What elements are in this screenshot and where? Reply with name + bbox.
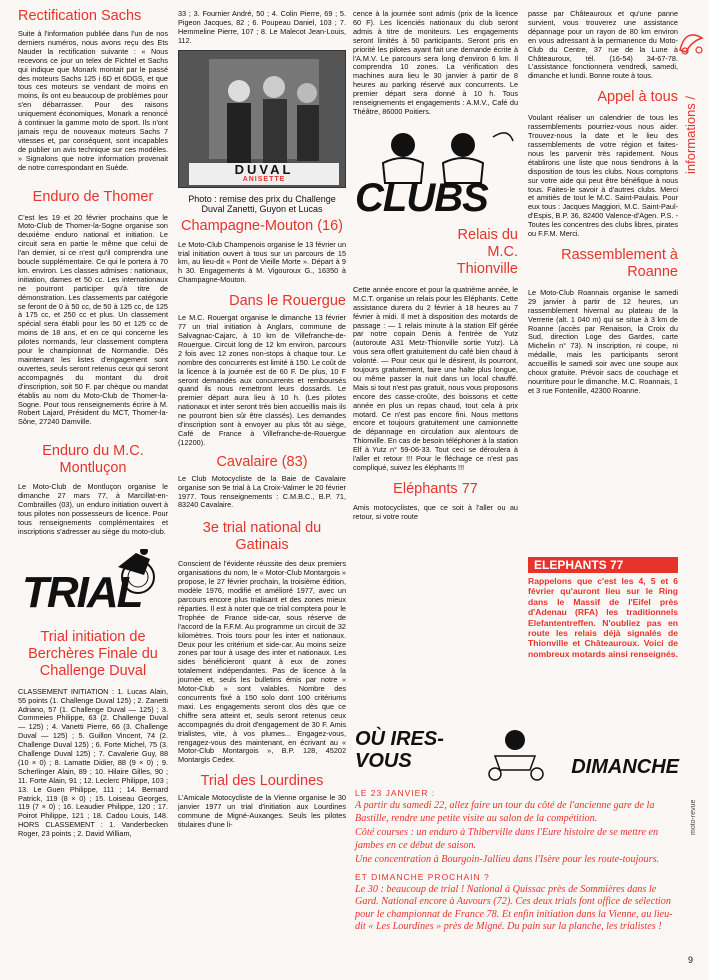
article-title: Dans le Rouergue (229, 293, 346, 310)
elephants-heading: ELEPHANTS 77 (528, 557, 678, 573)
weekend-header (355, 726, 679, 782)
article-title: Trial des Lourdines (200, 773, 324, 790)
elephants-body: Rappelons que c'est les 4, 5 et 6 février qu'auront lieu sur le Ring dans le Massif de l'Eifel près d'Adenau (RFA) les traditionnels Elefantentreffen. N'oubliez pas en route les relais déjà signalés de Thionville et Châteauroux. Voici de nombreux motards ainsi renseignés. (528, 576, 678, 659)
photo-caption: Photo : remise des prix du Challenge Duval Zanetti, Guyon et Lucas (188, 193, 336, 214)
column-4 (528, 10, 678, 396)
article-body: Cette année encore et pour la quatrième année, le M.C.T. organise un relais pour les Eléphants. Cette assistance durera du 2 février à 18 heures au 7 février à midi. Il met à disposition des motards de passage : — 1 relais minute à la station Elf gérée par notre copain Denis à l'entrée de Yutz (autoroute A31 Metz-Thionville sortie Yutz). Là vous sera offert gratuitement du café bien chaud à volonté. — Pour ceux qui le désirent, ils pourront, toujours gratuitement, faire une halte plus longue, ou même passer la nuit dans un local chauffé. Mais si tout n'est pas gratuit, nous vous proposons encore des casse-croûte, des boissons et cette année en plus un repas chaud, tout cela à prix motard. Ce n'est pas encore fini. Nous mettons encore et toujours gratuitement une camionnette de dépannage en circulation aux alentours de Thionville. En cas de besoin téléphoner à la station Elf à Yutz n° 59-06-33. Tout ceci se déroulera à l'aller et retour !!! Pour le fléchage ce n'est pas compliqué, suivez les éléphants !!! (353, 284, 518, 472)
article-title: Rectification Sachs (18, 8, 142, 24)
weekend-paragraph: A partir du samedi 22, allez faire un tour du côté de l'ancienne gare de la Bastille, rendre une petite visite au salon de la compétition. (355, 800, 655, 824)
article-body: C'est les 19 et 20 février prochains que le Moto-Club de Thomer-la-Sogne organise son deuxième enduro national et initiation. Le circuit sera en partie le même que celui de l'an dernier, si ce n'est qu'il comprendra une boucle supplémentaire. Ce qui le portera à 70 km. environ. Les classes admises : nationaux, initiation, dames et 50 cc. Les internationaux ne pourront participer qu'à titre de démonstration. Les classements par catégorie se feront de 0 à 50 cc, de 50 à 125 cc, de 125 à 175 cc, et 250 cc et plus. Un classement spécial sera établi pour les 50 et 125 cc de moins de 18 ans, et en ce qui concerne les pilotes normands, leur classement comptera pour le championnat de Normandie. Dès maintenant les listes d'engagement sont ouvertes, seuls seront retenus ceux qui seront accompagnés du montant du droit d'inscription, soit 50 F. par chèque ou mandat établis au nom du Moto-Club de Thomer-la-Sogne. Pour tous renseignements écrire à M. Robert Lajard, Président du MCT, Thomer-la-Sône, 27240 Damville. (18, 212, 168, 427)
photo-banner (189, 163, 339, 183)
weekend-paragraph: Côté courses : un enduro à Thiberville dans l'Eure histoire de se mettre en jambes en ce début de saison. (355, 827, 659, 851)
column-1 (18, 8, 168, 839)
clubs-graphic (353, 123, 518, 223)
trial-graphic (18, 549, 168, 619)
article-body: Le Moto-Club Champenois organise le 13 février un trial initiation ouvert à tous sur un parcours de 15 km, au lieu-dit « Pont de Vieille Morte ». Départ à 9 h 30. Engagements à M. Vigouroux G., 16350 à Champagne-Mouton. (178, 239, 346, 285)
article-title: Trial initiation de Berchères Finale du Challenge Duval (28, 628, 158, 679)
weekend-paragraph: Une concentration à Bourgoin-Jallieu dans l'Isère pour les route-toujours. (355, 854, 660, 865)
photo-banner-line2: ANISETTE (242, 175, 286, 183)
article-body: Voulant réaliser un calendrier de tous les rassemblements pourriez-vous nous aider. Trouvez-nous la date et le lieu des rassemblements de votre région et faites-nous les parvenir très rapidement. Nous établirons une liste que nous tiendrons à la disposition de tous les clubs. Nous comptons sur votre aide qui peut être bénéfique à nous tous. Faites-le savoir à d'autres clubs. Merci et amitiés de tout le M.C. Saint-Paulais. Pour eux tous : Jacques Maggiori, M.C. Saint-Paul-d'Espis, B.P. 36, 82400 Valence-d'Agen. P.S. - Toutes les concentres des clubs libres, pirates ou F.F.M. Merci. (528, 113, 678, 239)
article-title: Enduro du M.C. Montluçon (42, 443, 144, 477)
article-title: Appel à tous (597, 89, 678, 106)
article-body: 33 ; 3. Fournier André, 50 ; 4. Colin Pierre, 69 ; 5. Pigeon Jacques, 82 ; 6. Poupeau Daniel, 103 ; 7. Hemmeline Pierre, 107 ; 8. Le Malecot Jean-Louis, 112. (178, 9, 346, 45)
article-title: Enduro de Thomer (32, 188, 154, 205)
column-3 (353, 10, 518, 522)
weekend-box (355, 726, 679, 934)
article-body: Suite à l'information publiée dans l'un de nos derniers numéros, nous avons reçu des Ets Nauder la rectification suivante : « Nous recevons ce jour un telex de Fichtel et Sachs qui indique que Monark montait par le passé des moteurs Sachs 125 i 6D et 6DGS, et que tous ces moteurs se vendant de moins en moins, ils ont eu beaucoup de problèmes pour s'en débarrasser. Pour des raisons uniquement économiques, Monark a renoncé à continuer la gamme moto de sport. Ils n'ont jamais reçu de nouveaux moteurs Sachs 7 vitesses et, par conséquent, sont incapables de publier un avis technique sur ces modèles. » Signalons que notre information provenait de notre correspondant en Suède. (18, 29, 168, 172)
article-title: Eléphants 77 (393, 480, 478, 497)
weekend-subheading: ET DIMANCHE PROCHAIN ? (355, 871, 490, 882)
article-body: Le Club Motocycliste de la Baie de Cavalaire organise son 9e trial à La Croix-Valmer le 20 février 1977. Tous renseignements : C.M.B.C., B.P. 71, 83240 Cavalaire. (178, 473, 346, 510)
article-title: Relais du M.C. Thionville (456, 226, 518, 277)
article-body: Amis motocyclistes, que ce soit à l'aller ou au retour, si votre route (353, 502, 518, 521)
page-number: 9 (688, 955, 694, 965)
article-body: Le M.C. Rouergat organise le dimanche 13 février 77 un trial initiation à Anglars, commune de Salvagnac-Cajarc, à 10 km de Villefranche-de-Rouergue. Circuit long de 12 km environ, parcours 2 fois avec 12 zones non-stops à chaque tour. Le nombre des concurrents est limité à 150. Le coût de la licence à la journée est de 60 F. De plus, 10 F seront demandés aux concurrents et remboursés quand ils nous remettront leurs dossards. Le premier départ aura lieu à 10 h. (Les pilotes nationaux et inter seront très bien accueillis mais ils ne pourront bien sûr être classés). Les demandes d'inscription sont à envoyer au plus tôt au siège, Café de France à Villefranche-de-Rouergue (12200). (178, 313, 346, 447)
article-title: 3e trial national du Gatinais (202, 520, 322, 554)
article-body: Le Moto-Club de Montluçon organise le dimanche 27 mars 77, à Marcillat-en-Combrailles (03), un enduro initiation ouvert à tous pilotes non possesseurs de licence. Pour tous renseignements complémentaires et inscriptions s'adresser au siège du moto-club. (18, 482, 168, 536)
article-body: Conscient de l'évidente réussite des deux premiers organisations du nom, le « Motor-Club Montargois » propose, le 27 février prochain, la troisième édition, modèle 1976, modifié et amélioré 1977, avec un parcours encore plus trialisant et des zones mieux réparties. Il est à noter que ce trial comptera pour le Trophée de France side-car, sous réserve de l'accord de la F.F.M. Au programme un circuit de 32 kilomètres. Trois tours pour les inter et nationaux. Deux pour les critérium et side-car. Au moins seize zones par tour à usage des inter et nationaux. Les sides bénéficieront quant à eux de zones totalement indépendantes. Pas de licence à la journée et, seuls les bulletins émis par notre « Motor-Club » sont valables. Nombre des concurrents fixé à 150 solo dont 100 critériums maxi. Les engagements seront clos dès que ce chiffre sera atteint et, seuls seront retenus ceux accompagnés du droit d'engagement de 30 F. Amis trialistes, vite, à vos plumes... Engagez-vous, rengagez-vous des maintenant, en écrivant au « Motor-Club Montargois », B.P. 128, 45202 Montargis Cedex. (178, 559, 346, 765)
article-title: Rassemblement à Roanne (561, 246, 678, 280)
article-body: CLASSEMENT INITIATION : 1. Lucas Alain, 55 points (1. Challenge Duval 125) ; 2. Zanetti Adriano, 57 (1. Challenge Duval — 125) ; 3. Commeies Philippe, 63 (2. Challenge Duval — 125) ; 4. Vanetti Pierre, 66 (3. Challenge Duval — 125) ; 5. Guillon Vincent, 74 (2. Challenge Duval 125) ; 6. Forte Michel, 75 (3. Challenge Duval 125) ; 7. Cavalerie Guy, 88 (10 × 0) ; 8. Lamatte Didier, 88 (9 × 0) ; 9. Scherlinger Alain, 89 ; 10. Hilaire Gilles, 90 ; 11. Forte Alain, 91 ; 12. Leclerc Philippe, 103 ; 13. Le Guen Philippe, 111 ; 14. Bernard Patrick, 119 (8 × 0) ; 15. Loiseau Georges, 119 (7 × 0) ; 16. Leaudier Philippe, 120 ; 17. Poirot Philippe, 121 ; 18. Cadou Louis, 148. HORS CLASSEMENT : 1. Vanderbecken Roger, 23 points ; 2. David William, (18, 686, 168, 839)
section-label: informations / (683, 95, 698, 174)
weekend-title-line2: DIMANCHE (571, 756, 679, 778)
elephants-box (528, 557, 678, 659)
weekend-paragraph: Le 30 : beaucoup de trial ! National à Quissac près de Sommières dans le Gard. National encore à Auvours (72). Ces deux trials font office de sélection pour le championnat de France 78. Et enfin initiation dans la Vienne, au lieu-dit « Les Lourdines » près de Migné. Du pain sur la planche, les trialistes ! (355, 883, 673, 932)
weekend-subheading: LE 23 JANVIER : (355, 788, 436, 798)
article-body: Le Moto-Club Roannais organise le samedi 29 janvier à partir de 12 heures, un rassemblement hivernal au plateau de la Verrerie (alt. 1 040 m) qui se situe à 3 km de Roanne (accès par Renaison, la Croix du Sud, direction Loge des Gardes, carte Michelin n° 73). N inscription, ni coupe, ni médaille, mais les participants seront accueillis le samedi soir avec une soupe aux choux gratuite. Prévoir sacs de couchage et nourriture pour le dimanche. M.C. Roannais, 1 et 3 rue Fontenille, 42300 Roanne. (528, 287, 678, 395)
trial-logo-text: TRIAL (22, 567, 142, 617)
article-body: passe par Châteauroux et qu'une panne survient, vous trouverez une assistance dépannage pour un rayon de 80 km environ en vous adressant à la permanence du Moto-Club du Centre, 37 rue de la Lune à Châteauroux, tél. (16-54) 34-67-78. L'assistance fonctionnera vendredi, samedi, dimanche et lundi. Bonne route à tous. (528, 9, 678, 81)
magazine-logo-icon (676, 28, 706, 58)
photo-prize-ceremony (178, 50, 346, 188)
article-body: cence à la journée sont admis (prix de la licence 60 F). Les licenciés nationaux du club seront admis à titre de moniteurs. Les engagements seront limités à 50 participants. Seront pris en priorité les pilotes ayant fait une demande écrite à l'A.M.V. Le parcours sera long d'environ 6 km. Il comprendra 10 zones. La vérification des machines aura lieu le 30 janvier à partir de 8 heures au parking réservé aux concurrents. Le premier départ sera donné à 10 h. Tous renseignements et engagements : A.M.V., Café du Théâtre, 86000 Poitiers. (353, 9, 518, 116)
magazine-name: moto-revue (690, 799, 697, 835)
column-2 (178, 10, 346, 830)
article-title: Champagne-Mouton (16) (180, 217, 343, 234)
article-body: L'Amicale Motocycliste de la Vienne organise le 30 janvier 1977 un trial d'initiation aux Lourdines commune de Migné-Auxanges. Seuls les pilotes titulaires d'une li- (178, 793, 346, 829)
clubs-logo-text: CLUBS (355, 175, 488, 220)
article-title: Cavalaire (83) (216, 453, 308, 470)
weekend-title-line1: OÙ IRES-VOUS (355, 728, 444, 772)
photo-banner-line1: DUVAL (234, 161, 294, 177)
